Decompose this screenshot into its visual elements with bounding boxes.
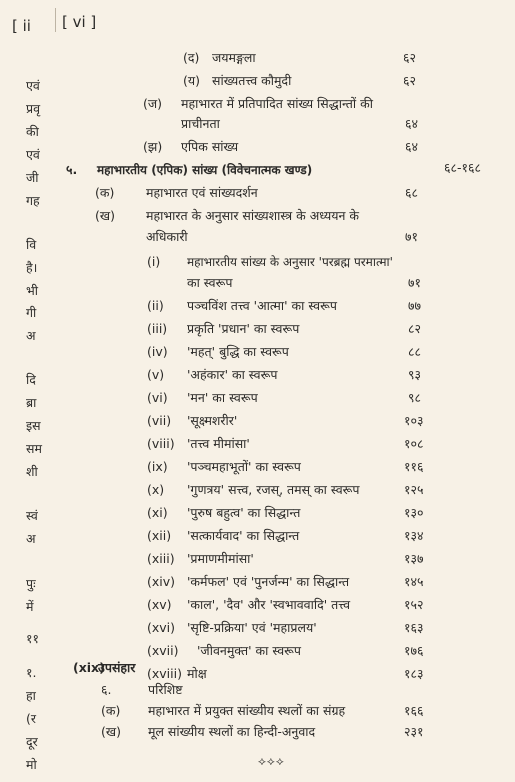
entry-text: 'जीवनमुक्त' का स्वरूप [197, 643, 301, 658]
entry-text: 'अहंकार' का स्वरूप [187, 367, 278, 382]
entry-label: (xi) [147, 505, 168, 520]
entry-text: 'सूक्ष्मशरीर' [187, 413, 238, 428]
entry-label: (xiii) [147, 551, 175, 566]
chapter-title: महाभारतीय (एपिक) सांख्य (विवेचनात्मक खण्ड) [97, 163, 313, 177]
entry-label: (य) [183, 73, 201, 88]
entry-text: महाभारत के अनुसार सांख्यशास्त्र के अध्ययन के [146, 208, 359, 223]
margin-text: शी [26, 464, 38, 479]
entry-label: (iv) [147, 344, 168, 359]
entry-label: (क) [95, 185, 115, 200]
entry-label: (x) [147, 482, 165, 497]
entry-page: १८३ [404, 666, 424, 681]
entry-page: १३४ [404, 528, 424, 543]
entry-page: १०८ [404, 436, 424, 451]
entry-label: (xvi) [147, 620, 176, 635]
margin-text: स्वं [26, 508, 38, 523]
chapter-title: उपसंहार [98, 660, 136, 675]
entry-text: प्रकृति 'प्रधान' का स्वरूप [187, 321, 300, 336]
margin-text: सम [26, 441, 42, 456]
entry-label: (xiv) [147, 574, 176, 589]
margin-text: में [26, 599, 34, 614]
entry-text: 'मन' का स्वरूप [187, 390, 258, 405]
entry-page: ९३ [408, 367, 422, 382]
entry-page: २३१ [404, 724, 424, 739]
entry-page: १७६ [404, 643, 424, 658]
margin-text: १. [26, 665, 37, 680]
entry-text: मूल सांख्यीय स्थलों का हिन्दी-अनुवाद [148, 724, 316, 739]
margin-text: ब्रा [26, 395, 37, 410]
entry-page: ६२ [403, 73, 417, 88]
margin-text: हा [26, 688, 36, 703]
entry-page: ८८ [408, 344, 422, 359]
entry-page: १३७ [404, 551, 424, 566]
entry-text: परिशिष्ट [148, 682, 183, 697]
margin-text: प्रवृ [26, 101, 41, 116]
entry-text: 'महत्' बुद्धि का स्वरूप [187, 344, 289, 359]
entry-label: (ख) [95, 208, 115, 223]
entry-page: ६८ [405, 185, 419, 200]
entry-text: एपिक सांख्य [181, 139, 239, 154]
margin-text: गी [26, 305, 37, 320]
margin-page-number: [ ii [12, 17, 31, 35]
margin-text: ११ [26, 631, 40, 646]
margin-text: एवं [26, 147, 40, 162]
entry-text-continued: का स्वरूप [187, 275, 233, 290]
margin-text: इस [26, 418, 41, 433]
entry-label: (क) [101, 703, 121, 718]
margin-text: वि [26, 237, 37, 252]
entry-label: (vii) [147, 413, 172, 428]
entry-label: (xii) [147, 528, 172, 543]
entry-text: 'काल', 'दैव' और 'स्वभाववादि' तत्त्व [187, 597, 351, 612]
entry-text: 'प्रमाणमीमांसा' [187, 551, 254, 566]
entry-text-continued: प्राचीनता [181, 116, 220, 131]
margin-text: अ [26, 328, 36, 343]
entry-text: 'सृष्टि-प्रक्रिया' एवं 'महाप्रलय' [187, 620, 317, 635]
entry-label: (iii) [147, 321, 168, 336]
entry-label: (ख) [101, 724, 121, 739]
entry-page: ६२ [403, 50, 417, 65]
entry-page: ६४ [405, 139, 419, 154]
entry-page: १५२ [404, 597, 424, 612]
entry-page: ७१ [405, 229, 419, 244]
entry-page: ७१ [408, 275, 422, 290]
entry-label: (xviii) [147, 666, 182, 681]
entry-text: महाभारतीय सांख्य के अनुसार 'परब्रह्म परमात्मा' [187, 255, 393, 269]
entry-page: १४५ [404, 574, 424, 589]
entry-page: १६६ [404, 703, 424, 718]
chapter-number: (xix) [73, 660, 105, 675]
entry-page: ६४ [405, 116, 419, 131]
entry-page: ७७ [408, 298, 422, 313]
entry-page: ८२ [408, 321, 422, 336]
entry-text: 'तत्त्व मीमांसा' [187, 436, 250, 451]
entry-page: ९८ [408, 390, 422, 405]
margin-text: एवं [26, 78, 40, 93]
margin-text: (र [26, 711, 36, 726]
entry-label: (द) [183, 50, 200, 65]
entry-label: (vi) [147, 390, 168, 405]
entry-text: महाभारत में प्रतिपादित सांख्य सिद्धान्तों की [181, 96, 373, 111]
entry-label: (v) [147, 367, 165, 382]
margin-text: जी [26, 170, 39, 185]
entry-text: 'सत्कार्यवाद' का सिद्धान्त [187, 528, 300, 543]
entry-text: 'पुरुष बहुत्व' का सिद्धान्त [187, 505, 301, 520]
entry-label: (झ) [143, 139, 163, 154]
entry-label: (xvii) [147, 643, 179, 658]
entry-label: ६. [101, 682, 112, 697]
margin-text: भी [26, 283, 39, 298]
page-number: [ vi ] [62, 13, 97, 31]
entry-label: (ज) [143, 96, 163, 111]
entry-text: 'पञ्चमहाभूतों' का स्वरूप [187, 459, 301, 474]
margin-text: की [26, 124, 39, 139]
entry-text: मोक्ष [187, 666, 207, 681]
margin-text: दि [26, 372, 36, 387]
entry-text: पञ्चविंश तत्त्व 'आत्मा' का स्वरूप [187, 298, 337, 313]
entry-text: 'कर्मफल' एवं 'पुनर्जन्म' का सिद्धान्त [187, 574, 350, 589]
entry-page: १२५ [404, 482, 424, 497]
chapter-page-range: ६८-१६८ [444, 160, 482, 175]
margin-text: गह [26, 193, 40, 208]
entry-page: १३० [404, 505, 424, 520]
entry-text: महाभारत एवं सांख्यदर्शन [146, 185, 258, 200]
entry-label: (viii) [147, 436, 175, 451]
entry-text: महाभारत में प्रयुक्त सांख्यीय स्थलों का संग्रह [148, 703, 346, 718]
margin-text: मो [26, 757, 37, 772]
entry-page: १०३ [404, 413, 424, 428]
entry-label: (i) [147, 254, 161, 269]
entry-text: सांख्यतत्त्व कौमुदी [212, 73, 292, 88]
chapter-number: ५. [66, 162, 78, 177]
entry-text: जयमङ्गला [212, 50, 256, 65]
margin-text: है। [26, 260, 38, 275]
margin-text: दूर [26, 734, 38, 749]
entry-text: 'गुणत्रय' सत्त्व, रजस्, तमस् का स्वरूप [187, 482, 360, 497]
entry-page: ११६ [404, 459, 424, 474]
entry-label: (xv) [147, 597, 172, 612]
ornament-divider: ⟡⟡⟡ [258, 754, 285, 768]
gutter-rule [55, 8, 56, 32]
entry-page: १६३ [404, 620, 424, 635]
entry-label: (ii) [147, 298, 164, 313]
margin-text: पुः [26, 576, 36, 591]
margin-text: अ [26, 531, 36, 546]
entry-text-continued: अधिकारी [146, 229, 188, 244]
entry-label: (ix) [147, 459, 168, 474]
